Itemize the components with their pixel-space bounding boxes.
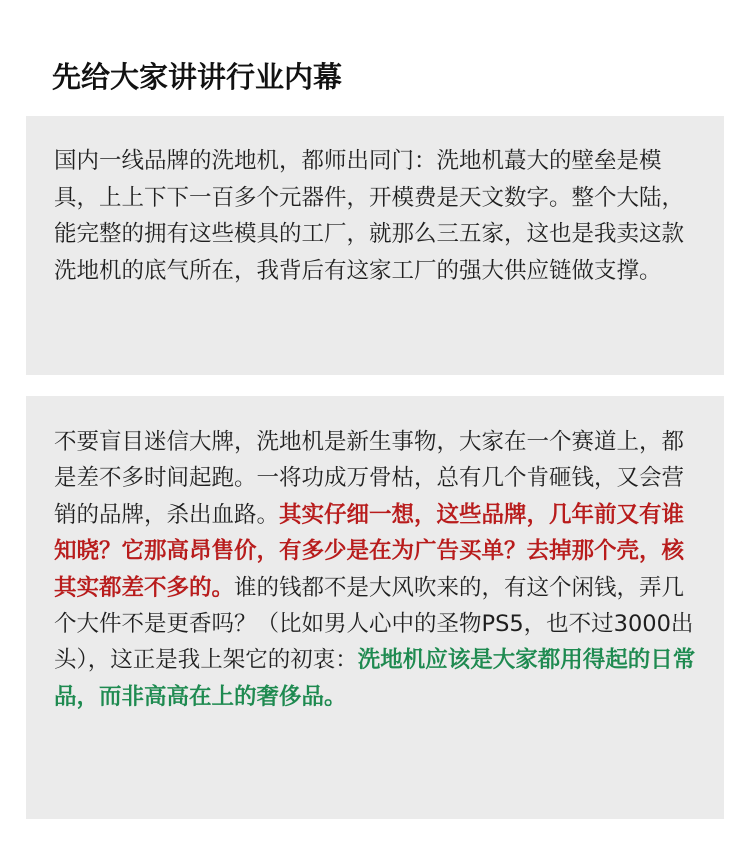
- insider-paragraph: 国内一线品牌的洗地机，都师出同门：洗地机蕞大的壁垒是模具，上上下下一百多个元器件，开模费是天文数字。整个大陆，能完整的拥有这些模具的工厂，就那么三五家，这也是我卖这款洗地机的底气所在，我背后有这家工厂的强大供应链做支撑。: [54, 148, 685, 284]
- page-title: 先给大家讲讲行业内幕: [52, 60, 343, 94]
- green-highlight-text: 洗地机应该是大家都用得起的日常品，而非高高在上的奢侈品。: [54, 647, 696, 710]
- brand-advice-panel: [26, 396, 724, 819]
- advice-intro-text: 不要盲目迷信大牌，洗地机是新生事物，大家在一个赛道上，都是差不多时间起跑。一将功成万骨枯，总有几个肯砸钱，又会营销的品牌，杀出血路。: [54, 429, 685, 528]
- red-highlight-text: 其实仔细一想，这些品牌，几年前又有谁知晓？它那高昂售价，有多少是在为广告买单？去掉那个壳，核其实都差不多的。: [54, 501, 685, 601]
- industry-insider-panel: [26, 116, 724, 375]
- advice-paragraph: [54, 424, 704, 715]
- advice-middle-text: 谁的钱都不是大风吹来的，有这个闲钱，弄几个大件不是更香吗？（比如男人心中的圣物PS5，也不过3000出头），这正是我上架它的初衷：: [54, 574, 694, 674]
